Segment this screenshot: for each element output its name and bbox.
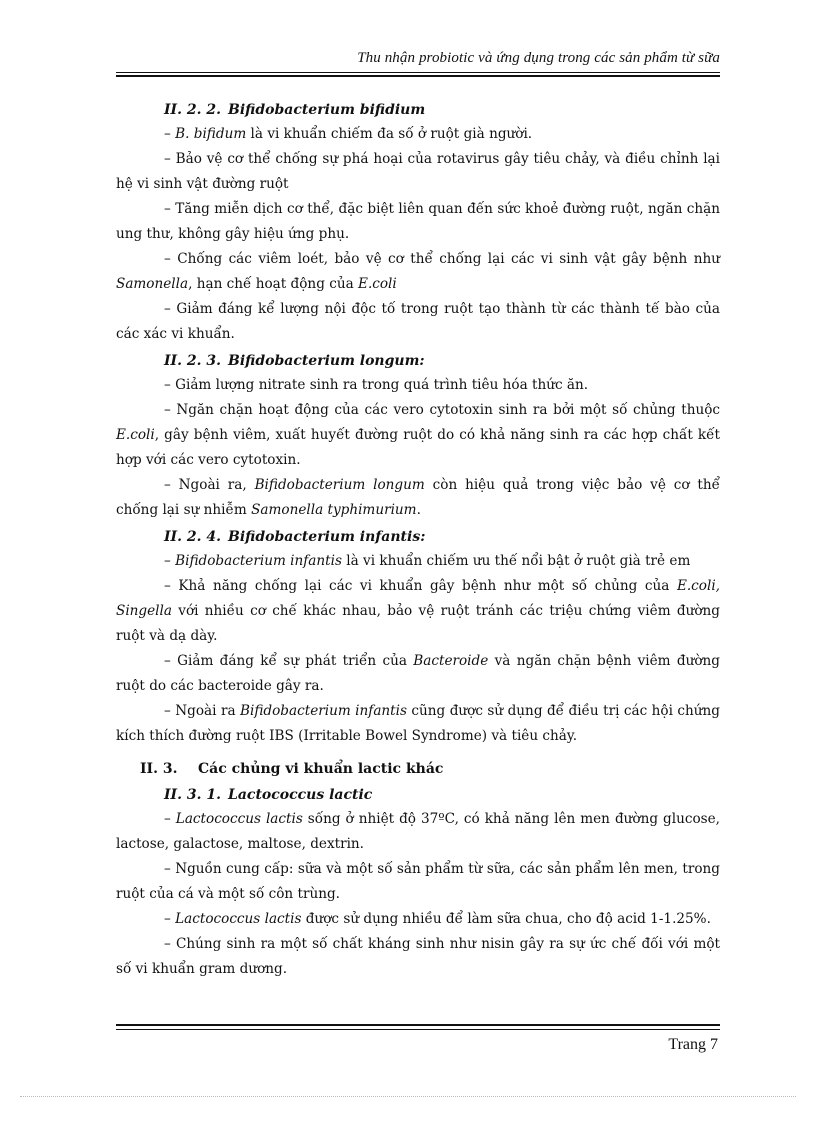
paragraph: – Bảo vệ cơ thể chống sự phá hoại của rotavirus gây tiêu chảy, và điều chỉnh lại hệ vi sinh vật đường ruột xyxy=(116,151,720,192)
paragraph: – Giảm lượng nitrate sinh ra trong quá trình tiêu hóa thức ăn. xyxy=(164,377,589,393)
paragraph: – Ngoài ra Bifidobacterium infantis cũng được sử dụng để điều trị các hội chứng kích thích đường ruột IBS (Irritable Bowel Syndrome) và tiêu chảy. xyxy=(116,703,720,744)
header-title: Thu nhận probiotic và ứng dụng trong các sản phẩm từ sữa xyxy=(357,50,720,66)
document-body xyxy=(116,96,720,982)
paragraph: – Giảm đáng kể lượng nội độc tố trong ruột tạo thành từ các thành tế bào của các xác vi khuẩn. xyxy=(116,301,720,342)
paragraph: – Lactococcus lactis sống ở nhiệt độ 37ºC, có khả năng lên men đường glucose, lactose, galactose, maltose, dextrin. xyxy=(116,811,720,852)
paragraph: – Tăng miễn dịch cơ thể, đặc biệt liên quan đến sức khoẻ đường ruột, ngăn chặn ung thư, không gây hiệu ứng phụ. xyxy=(116,201,720,242)
section-heading-2-2-2: II. 2. 2. Bifidobacterium bifidium xyxy=(164,102,426,118)
header-rule-bottom xyxy=(116,75,720,77)
paragraph: – Chúng sinh ra một số chất kháng sinh như nisin gây ra sự ức chế đối với một số vi khuẩn gram dương. xyxy=(116,936,720,977)
paragraph: – Khả năng chống lại các vi khuẩn gây bệnh như một số chủng của E.coli, Singella với nhiều cơ chế khác nhau, bảo vệ ruột tránh các triệu chứng viêm đường ruột và dạ dày. xyxy=(116,578,720,644)
page-edge-divider xyxy=(20,1096,796,1097)
page-number: Trang 7 xyxy=(668,1036,718,1053)
paragraph: – Giảm đáng kể sự phát triển của Bacteroide và ngăn chặn bệnh viêm đường ruột do các bacteroide gây ra. xyxy=(116,653,720,694)
section-heading-2-2-3: II. 2. 3. Bifidobacterium longum: xyxy=(164,353,425,369)
paragraph: – Lactococcus lactis được sử dụng nhiều để làm sữa chua, cho độ acid 1-1.25%. xyxy=(164,911,711,927)
section-heading-2-3-1: II. 3. 1. Lactococcus lactic xyxy=(164,787,373,803)
paragraph: – Bifidobacterium infantis là vi khuẩn chiếm ưu thế nổi bật ở ruột già trẻ em xyxy=(164,553,691,569)
paragraph: – Ngăn chặn hoạt động của các vero cytotoxin sinh ra bởi một số chủng thuộc E.coli, gây bệnh viêm, xuất huyết đường ruột do có khả năng sinh ra các hợp chất kết hợp với các vero cytotoxin. xyxy=(116,402,720,468)
paragraph: – Nguồn cung cấp: sữa và một số sản phẩm từ sữa, các sản phẩm lên men, trong ruột của cá và một số côn trùng. xyxy=(116,861,720,902)
footer-rule-bottom xyxy=(116,1029,720,1030)
paragraph: – B. bifidum là vi khuẩn chiếm đa số ở ruột già người. xyxy=(164,126,533,142)
header-rule-top xyxy=(116,72,720,73)
section-heading-2-3: II. 3. Các chủng vi khuẩn lactic khác xyxy=(140,761,444,777)
footer-rule-top xyxy=(116,1024,720,1026)
paragraph: – Ngoài ra, Bifidobacterium longum còn hiệu quả trong việc bảo vệ cơ thể chống lại sự nhiễm Samonella typhimurium. xyxy=(116,477,720,518)
paragraph: – Chống các viêm loét, bảo vệ cơ thể chống lại các vi sinh vật gây bệnh như Samonella, hạn chế hoạt động của E.coli xyxy=(116,251,720,292)
section-heading-2-2-4: II. 2. 4. Bifidobacterium infantis: xyxy=(164,529,426,545)
